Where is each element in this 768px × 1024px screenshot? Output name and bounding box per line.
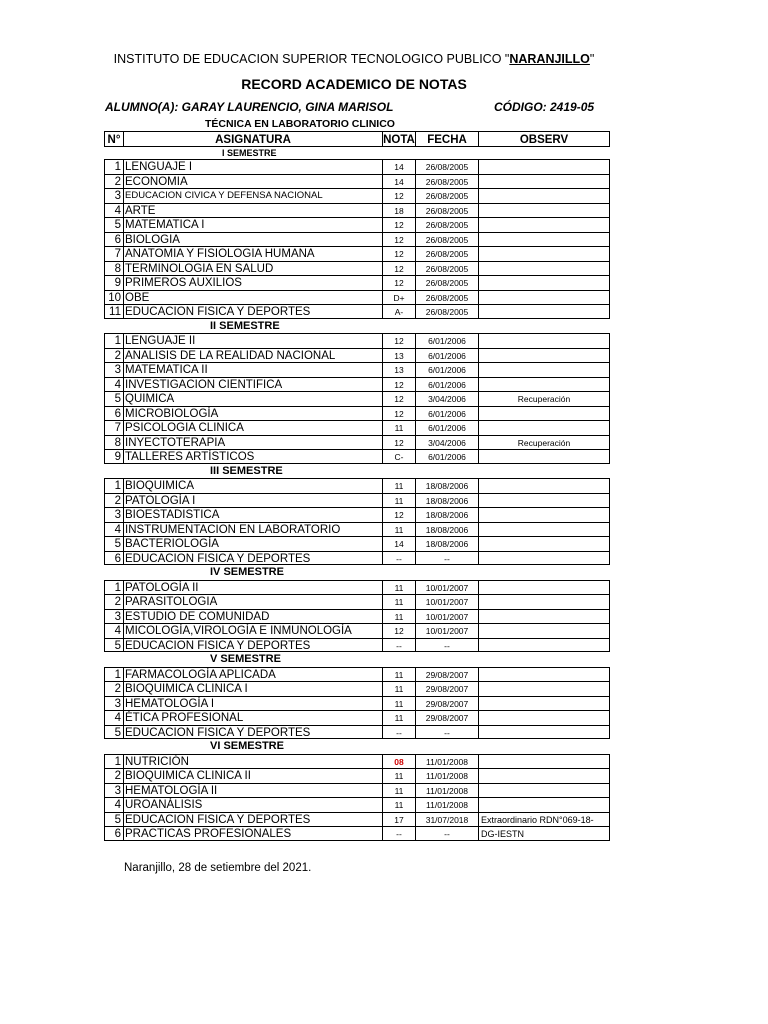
course-subject: EDUCACION FISICA Y DEPORTES [123,304,382,319]
course-subject: FARMACOLOGÍA APLICADA [123,667,382,682]
course-subject: PARASITOLOGIA [123,594,382,609]
course-date: 6/01/2006 [415,362,478,377]
table-row [0,377,768,392]
course-date: 10/01/2007 [415,594,478,609]
course-observation [478,826,610,841]
course-number: 1 [104,333,123,348]
course-observation [478,420,610,435]
table-row [0,275,768,290]
course-number: 8 [104,261,123,276]
course-grade: 12 [382,246,415,261]
course-grade: -- [382,826,415,841]
course-number: 3 [104,609,123,624]
grades-table [0,131,768,841]
course-date: 10/01/2007 [415,609,478,624]
course-subject: BIOLOGIA [123,232,382,247]
semester-title [0,739,768,754]
course-number: 3 [104,188,123,203]
course-number: 4 [104,797,123,812]
column-header-obs: OBSERV [478,131,610,147]
course-number: 5 [104,638,123,653]
table-row [0,478,768,493]
course-observation [478,507,610,522]
column-header-num: N° [104,131,123,147]
course-number: 1 [104,580,123,595]
column-header-grade: NOTA [382,131,415,147]
course-observation [478,696,610,711]
course-observation [478,174,610,189]
course-number: 1 [104,754,123,769]
course-subject: BIOQUIMICA [123,478,382,493]
table-row [0,580,768,595]
course-grade: 12 [382,507,415,522]
course-number: 5 [104,391,123,406]
course-observation [478,594,610,609]
table-row [0,246,768,261]
semester-title-label: IV SEMESTRE [210,566,284,578]
semester-title-label: III SEMESTRE [210,464,283,477]
table-row [0,536,768,551]
semester-title-label: VI SEMESTRE [210,740,284,752]
table-row [0,797,768,812]
semester-title-label: V SEMESTRE [210,653,281,665]
semester-block [0,464,768,566]
table-row [0,783,768,798]
course-observation [478,783,610,798]
course-subject: PSICOLOGIA CLINICA [123,420,382,435]
course-observation [478,638,610,653]
institute-name [0,52,708,66]
course-observation [478,203,610,218]
semester-list [0,148,768,841]
course-date: 29/08/2007 [415,681,478,696]
course-grade: 12 [382,377,415,392]
course-grade: -- [382,551,415,566]
course-subject: MICROBIOLOGÍA [123,406,382,421]
course-grade: 11 [382,710,415,725]
course-grade: 17 [382,812,415,827]
course-subject: QUIMICA [123,391,382,406]
table-row [0,217,768,232]
table-row [0,261,768,276]
course-number: 2 [104,493,123,508]
course-observation [478,681,610,696]
course-subject: LENGUAJE II [123,333,382,348]
course-observation [478,493,610,508]
course-date: 6/01/2006 [415,333,478,348]
course-subject: MICOLOGÍA,VIROLOGÍA E INMUNOLOGÍA [123,623,382,638]
course-date: 11/01/2008 [415,783,478,798]
table-row [0,290,768,305]
course-subject: ARTE [123,203,382,218]
course-date: 26/08/2005 [415,232,478,247]
course-observation [478,406,610,421]
course-subject: MATEMATICA I [123,217,382,232]
course-subject: ANATOMIA Y FISIOLOGIA HUMANA [123,246,382,261]
institute-prefix: INSTITUTO DE EDUCACION SUPERIOR TECNOLOGICO PUBLICO " [113,52,510,66]
course-number: 11 [104,304,123,319]
course-subject: HEMATOLOGÍA II [123,783,382,798]
semester-title [0,464,768,479]
course-observation [478,522,610,537]
table-row [0,594,768,609]
course-observation [478,377,610,392]
course-grade: 11 [382,768,415,783]
table-row [0,754,768,769]
course-date: 29/08/2007 [415,667,478,682]
course-date: 26/08/2005 [415,174,478,189]
course-number: 4 [104,377,123,392]
course-number: 1 [104,159,123,174]
table-row [0,522,768,537]
course-grade: 18 [382,203,415,218]
semester-title [0,652,768,667]
course-date: 26/08/2005 [415,246,478,261]
course-number: 6 [104,232,123,247]
student-code: CÓDIGO: 2419-05 [494,100,595,114]
course-date: 18/08/2006 [415,536,478,551]
semester-title-label: I SEMESTRE [222,148,277,158]
table-row [0,623,768,638]
course-date: 29/08/2007 [415,710,478,725]
course-subject: EDUCACION FISICA Y DEPORTES [123,551,382,566]
course-number: 6 [104,551,123,566]
course-observation [478,449,610,464]
course-subject: PRACTICAS PROFESIONALES [123,826,382,841]
course-subject: TALLERES ARTÍSTICOS [123,449,382,464]
table-row [0,710,768,725]
course-date: 26/08/2005 [415,304,478,319]
course-number: 9 [104,275,123,290]
course-date: 26/08/2005 [415,261,478,276]
institute-suffix: " [589,52,595,66]
course-date: 3/04/2006 [415,435,478,450]
course-subject: ANALISIS DE LA REALIDAD NACIONAL [123,348,382,363]
course-subject: ESTUDIO DE COMUNIDAD [123,609,382,624]
course-grade: 12 [382,435,415,450]
table-row [0,304,768,319]
course-grade: 11 [382,696,415,711]
course-number: 3 [104,783,123,798]
student-name: ALUMNO(A): GARAY LAURENCIO, GINA MARISOL [105,100,394,114]
course-date: 26/08/2005 [415,159,478,174]
course-observation [478,290,610,305]
course-grade: 08 [382,754,415,769]
course-grade: D+ [382,290,415,305]
course-observation [478,275,610,290]
course-observation [478,754,610,769]
course-number: 2 [104,594,123,609]
course-grade: 12 [382,261,415,276]
course-number: 7 [104,420,123,435]
table-row [0,435,768,450]
course-number: 3 [104,696,123,711]
course-date: -- [415,638,478,653]
semester-block [0,148,768,319]
course-subject: PRIMEROS AUXILIOS [123,275,382,290]
course-subject: TERMINOLOGIA EN SALUD [123,261,382,276]
course-subject: BIOQUIMICA CLINICA I [123,681,382,696]
course-date: 18/08/2006 [415,478,478,493]
course-subject: EDUCACION FISICA Y DEPORTES [123,638,382,653]
course-subject: PATOLOGÍA I [123,493,382,508]
course-subject: PATOLOGÍA II [123,580,382,595]
table-row [0,681,768,696]
course-date: -- [415,551,478,566]
semester-title [0,565,768,580]
course-number: 2 [104,174,123,189]
course-subject: UROANÁLISIS [123,797,382,812]
course-subject: INSTRUMENTACION EN LABORATORIO [123,522,382,537]
course-date: 18/08/2006 [415,522,478,537]
course-date: 11/01/2008 [415,797,478,812]
table-row [0,188,768,203]
course-subject: BACTERIOLOGÍA [123,536,382,551]
course-observation [478,362,610,377]
course-date: 11/01/2008 [415,754,478,769]
table-row [0,203,768,218]
course-number: 4 [104,710,123,725]
course-date: 26/08/2005 [415,290,478,305]
semester-block [0,565,768,652]
table-row [0,638,768,653]
course-observation [478,551,610,566]
course-date: 6/01/2006 [415,348,478,363]
course-grade: 11 [382,681,415,696]
semester-block [0,652,768,739]
course-subject: ECONOMIA [123,174,382,189]
course-number: 10 [104,290,123,305]
course-observation [478,159,610,174]
course-date: 18/08/2006 [415,493,478,508]
course-observation [478,768,610,783]
table-row [0,174,768,189]
course-observation [478,261,610,276]
course-number: 2 [104,348,123,363]
course-observation [478,478,610,493]
course-date: 3/04/2006 [415,391,478,406]
course-grade: 11 [382,783,415,798]
course-grade: -- [382,638,415,653]
table-row [0,449,768,464]
course-date: 26/08/2005 [415,203,478,218]
course-observation: Recuperación [478,435,610,450]
course-number: 6 [104,406,123,421]
course-number: 4 [104,522,123,537]
course-date: -- [415,725,478,740]
course-grade: 12 [382,217,415,232]
semester-title [0,148,768,159]
table-row [0,507,768,522]
course-grade: C- [382,449,415,464]
table-row [0,609,768,624]
table-row [0,362,768,377]
course-grade: 12 [382,623,415,638]
course-number: 1 [104,478,123,493]
table-row [0,159,768,174]
course-grade: 11 [382,580,415,595]
course-subject: EDUCACION CIVICA Y DEFENSA NACIONAL [123,188,382,203]
course-number: 4 [104,623,123,638]
closing-place-date: Naranjillo, 28 de setiembre del 2021. [124,862,312,874]
course-observation: Extraordinario RDN°069-18-DG-IESTN [478,812,610,827]
course-subject: NUTRICIÓN [123,754,382,769]
course-observation [478,304,610,319]
table-row [0,232,768,247]
table-row [0,826,768,841]
table-row [0,348,768,363]
course-number: 6 [104,826,123,841]
course-observation [478,348,610,363]
institute-brand: NARANJILLO [509,52,590,66]
course-number: 5 [104,725,123,740]
course-date: 31/07/2018 [415,812,478,827]
table-row [0,420,768,435]
table-row [0,725,768,740]
course-observation [478,232,610,247]
course-grade: 11 [382,420,415,435]
course-grade: 11 [382,478,415,493]
course-number: 1 [104,667,123,682]
course-subject: EDUCACION FISICA Y DEPORTES [123,725,382,740]
career-name: TÉCNICA EN LABORATORIO CLINICO [205,118,395,130]
course-subject: BIOQUIMICA CLINICA II [123,768,382,783]
course-date: 6/01/2006 [415,406,478,421]
course-number: 4 [104,203,123,218]
course-subject: ÉTICA PROFESIONAL [123,710,382,725]
semester-title [0,319,768,334]
table-row [0,696,768,711]
course-subject: INVESTIGACION CIENTIFICA [123,377,382,392]
course-date: -- [415,826,478,841]
course-date: 18/08/2006 [415,507,478,522]
column-header-subject: ASIGNATURA [123,131,382,147]
course-grade: 11 [382,493,415,508]
table-row [0,667,768,682]
course-date: 10/01/2007 [415,623,478,638]
course-date: 29/08/2007 [415,696,478,711]
course-observation [478,536,610,551]
course-grade: A- [382,304,415,319]
course-date: 11/01/2008 [415,768,478,783]
semester-block [0,739,768,841]
course-grade: 11 [382,667,415,682]
course-observation [478,710,610,725]
table-row [0,333,768,348]
course-number: 8 [104,435,123,450]
course-observation [478,580,610,595]
course-date: 6/01/2006 [415,377,478,392]
course-observation [478,797,610,812]
course-number: 7 [104,246,123,261]
course-observation [478,333,610,348]
table-row [0,768,768,783]
course-subject: LENGUAJE I [123,159,382,174]
course-grade: 14 [382,159,415,174]
course-grade: 14 [382,536,415,551]
course-grade: 13 [382,362,415,377]
course-date: 10/01/2007 [415,580,478,595]
course-observation [478,188,610,203]
table-row [0,406,768,421]
table-header [0,131,768,148]
course-number: 5 [104,217,123,232]
column-header-date: FECHA [415,131,478,147]
course-grade: -- [382,725,415,740]
course-date: 6/01/2006 [415,449,478,464]
course-subject: MATEMATICA II [123,362,382,377]
course-grade: 12 [382,333,415,348]
course-number: 9 [104,449,123,464]
course-number: 5 [104,536,123,551]
course-date: 6/01/2006 [415,420,478,435]
course-number: 3 [104,362,123,377]
course-grade: 12 [382,232,415,247]
course-grade: 11 [382,594,415,609]
course-observation [478,667,610,682]
course-subject: OBE [123,290,382,305]
course-number: 2 [104,768,123,783]
semester-title-label: II SEMESTRE [210,319,280,332]
course-date: 26/08/2005 [415,275,478,290]
course-number: 2 [104,681,123,696]
course-subject: BIOESTADISTICA [123,507,382,522]
table-row [0,391,768,406]
course-date: 26/08/2005 [415,188,478,203]
course-grade: 12 [382,188,415,203]
course-observation [478,609,610,624]
course-grade: 11 [382,609,415,624]
course-observation: Recuperación [478,391,610,406]
course-grade: 13 [382,348,415,363]
course-grade: 12 [382,391,415,406]
table-row [0,551,768,566]
course-observation [478,725,610,740]
document-title: RECORD ACADEMICO DE NOTAS [241,76,467,92]
course-grade: 12 [382,406,415,421]
course-subject: HEMATOLOGÍA I [123,696,382,711]
course-observation [478,623,610,638]
course-number: 3 [104,507,123,522]
table-row [0,493,768,508]
course-grade: 11 [382,797,415,812]
course-grade: 14 [382,174,415,189]
course-subject: INYECTOTERAPIA [123,435,382,450]
course-grade: 12 [382,275,415,290]
course-number: 5 [104,812,123,827]
course-observation [478,246,610,261]
course-grade: 11 [382,522,415,537]
semester-block [0,319,768,464]
course-date: 26/08/2005 [415,217,478,232]
course-observation [478,217,610,232]
course-subject: EDUCACION FISICA Y DEPORTES [123,812,382,827]
